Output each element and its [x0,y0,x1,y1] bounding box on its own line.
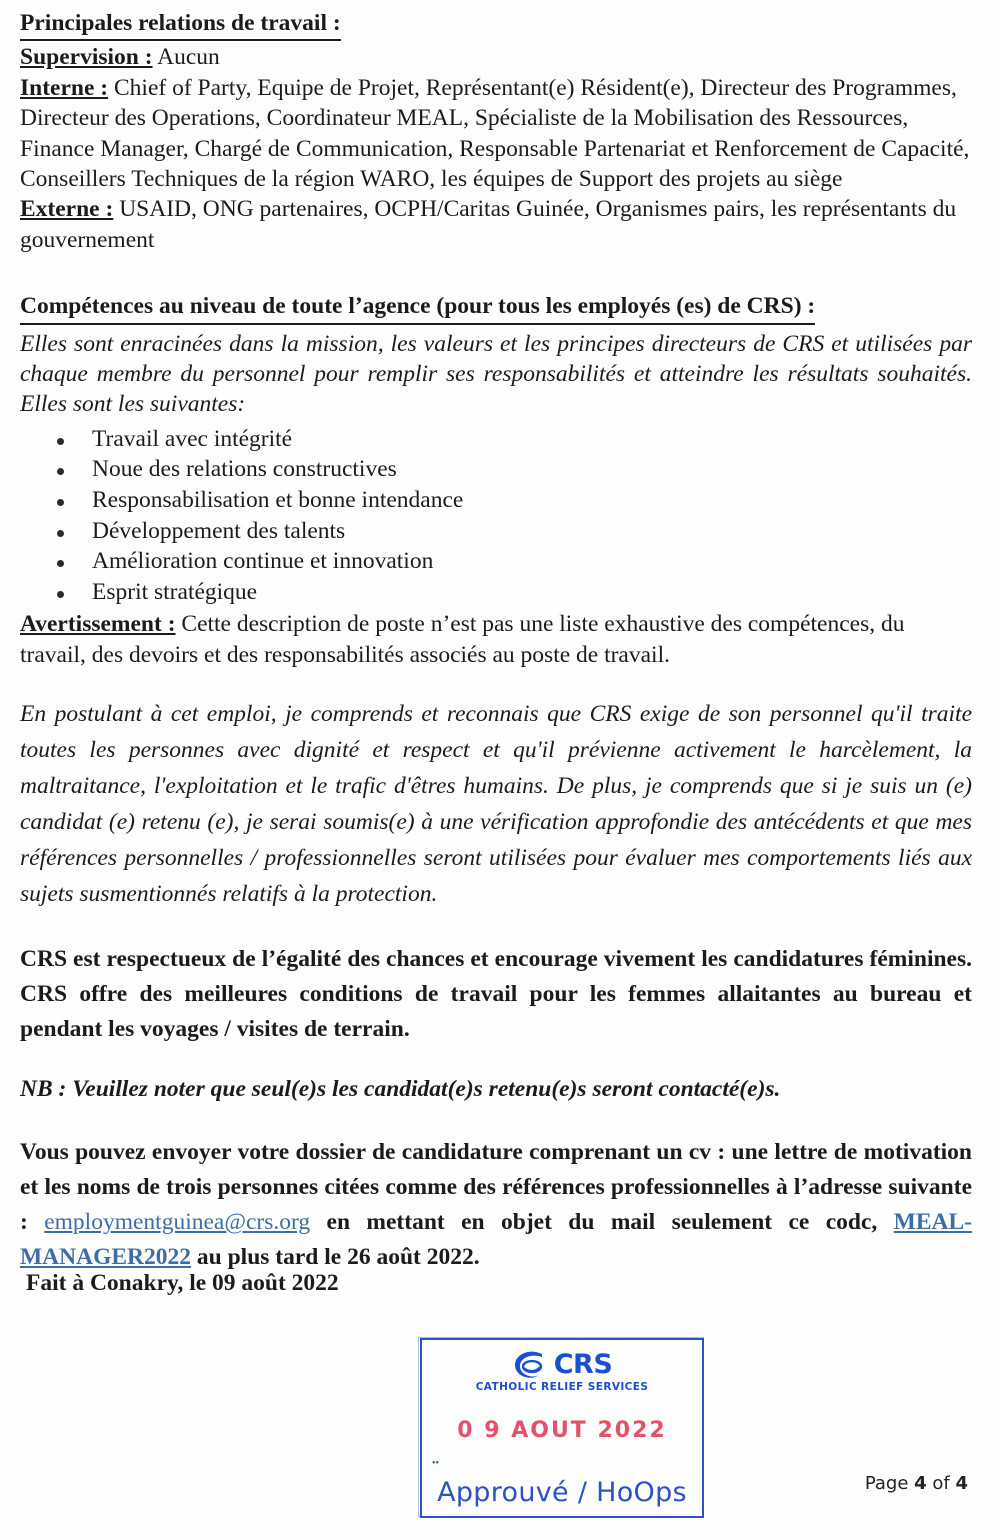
competences-list [20,424,972,608]
relations-heading [20,8,972,41]
crs-logo-text: CRS [553,1349,613,1380]
page-footer [865,1473,968,1494]
interne-label: Interne : [20,74,109,101]
document-body [20,8,972,1299]
application-text-part1: Vous pouvez envoyer votre dossier de candidature comprenant un cv : une lettre de motivation et les noms de trois personnes citées comme des références professionnelles à l’adresse suivante : [20,1139,972,1236]
list-item: Travail avec intégrité [20,424,972,455]
list-item: Esprit stratégique [20,577,972,608]
stamp-speck-mark: •• [432,1458,440,1469]
section-competences [20,291,972,670]
engagement-paragraph: En postulant à cet emploi, je comprends et reconnais que CRS exige de son personnel qu'il traite toutes les personnes avec dignité et respect et qu'il prévienne activement le harcèlement, la maltraitance, l'exploitation et le trafic d'êtres humains. De plus, je comprends que si je suis un (e) candidat (e) retenu (e), je serai soumis(e) à une vérification approfondie des antécédents et que mes références personnelles / professionnelles seront utilisées pour évaluer mes comportements liés aux sujets susmentionnés relatifs à la protection. [20,701,972,908]
crs-logo-tagline: CATHOLIC RELIEF SERVICES [475,1381,649,1393]
avertissement-block [20,609,972,670]
approval-stamp [420,1338,704,1518]
competences-heading [20,291,972,324]
externe-value: USAID, ONG partenaires, OCPH/Caritas Guinée, Organismes pairs, les représentants du gouvernement [20,196,957,253]
list-item: Développement des talents [20,516,972,547]
crs-logo [422,1348,702,1393]
page-footer-prefix: Page [864,1473,915,1494]
page-footer-current: 4 [914,1473,927,1494]
avertissement-label: Avertissement : [20,611,176,638]
crs-globe-icon [512,1350,556,1381]
relations-heading-text: Principales relations de travail : [20,8,341,41]
externe-block [20,194,972,255]
list-item: Noue des relations constructives [20,454,972,485]
list-item: Amélioration continue et innovation [20,546,972,577]
application-text-part3: au plus tard le 26 août 2022. [191,1244,480,1271]
supervision-line [20,42,972,72]
interne-value: Chief of Party, Equipe de Projet, Représentant(e) Résident(e), Directeur des Programmes, Directeur des Operations, Coordinateur MEAL, Spécialiste de la Mobilisation des Ressources, Finance Manager, Chargé de Communication, Responsable Partenariat et Renforcement de Capacité, Conseillers Techniques de la région WARO, les équipes de Support des projets au siège [20,74,970,193]
section-relations-de-travail [20,8,972,255]
externe-label: Externe : [20,196,114,223]
signature-place-date: Fait à Conakry, le 09 août 2022 [26,1270,339,1296]
page-footer-total: 4 [955,1473,968,1494]
crs-logo-row [422,1348,702,1382]
application-paragraph [20,1135,972,1275]
competences-heading-text: Compétences au niveau de toute l’agence (pour tous les employés (es) de CRS) : [20,291,815,324]
application-email-link[interactable]: employmentguinea@crs.org [44,1209,311,1236]
interne-block [20,73,972,195]
stamp-approval-text: Approuvé / HoOps [437,1477,687,1508]
application-text-part2: en mettant en objet du mail seulement ce codc, [310,1209,894,1236]
nb-paragraph: NB : Veuillez noter que seul(e)s les candidat(e)s retenu(e)s seront contacté(e)s. [20,1076,781,1103]
equal-opportunity-paragraph: CRS est respectueux de l’égalité des chances et encourage vivement les candidatures féminines. CRS offre des meilleures conditions de travail pour les femmes allaitantes au bureau et pendant les voyages / visites de terrain. [20,946,972,1043]
supervision-label: Supervision : [20,44,153,71]
supervision-value: Aucun [157,44,220,71]
stamp-date: 0 9 AOUT 2022 [457,1418,667,1443]
avertissement-text: Cette description de poste n’est pas une liste exhaustive des compétences, du travail, des devoirs et des responsabilités associés au poste de travail. [20,611,905,668]
list-item: Responsabilisation et bonne intendance [20,485,972,516]
application-code-link[interactable]: MEAL-MANAGER2022 [20,1209,972,1271]
competences-intro: Elles sont enracinées dans la mission, les valeurs et les principes directeurs de CRS et utilisées par chaque membre du personnel pour remplir ses responsabilités et atteindre les résultats souhaités. Elles sont les suivantes: [20,330,972,418]
page-footer-middle: of [926,1473,956,1494]
